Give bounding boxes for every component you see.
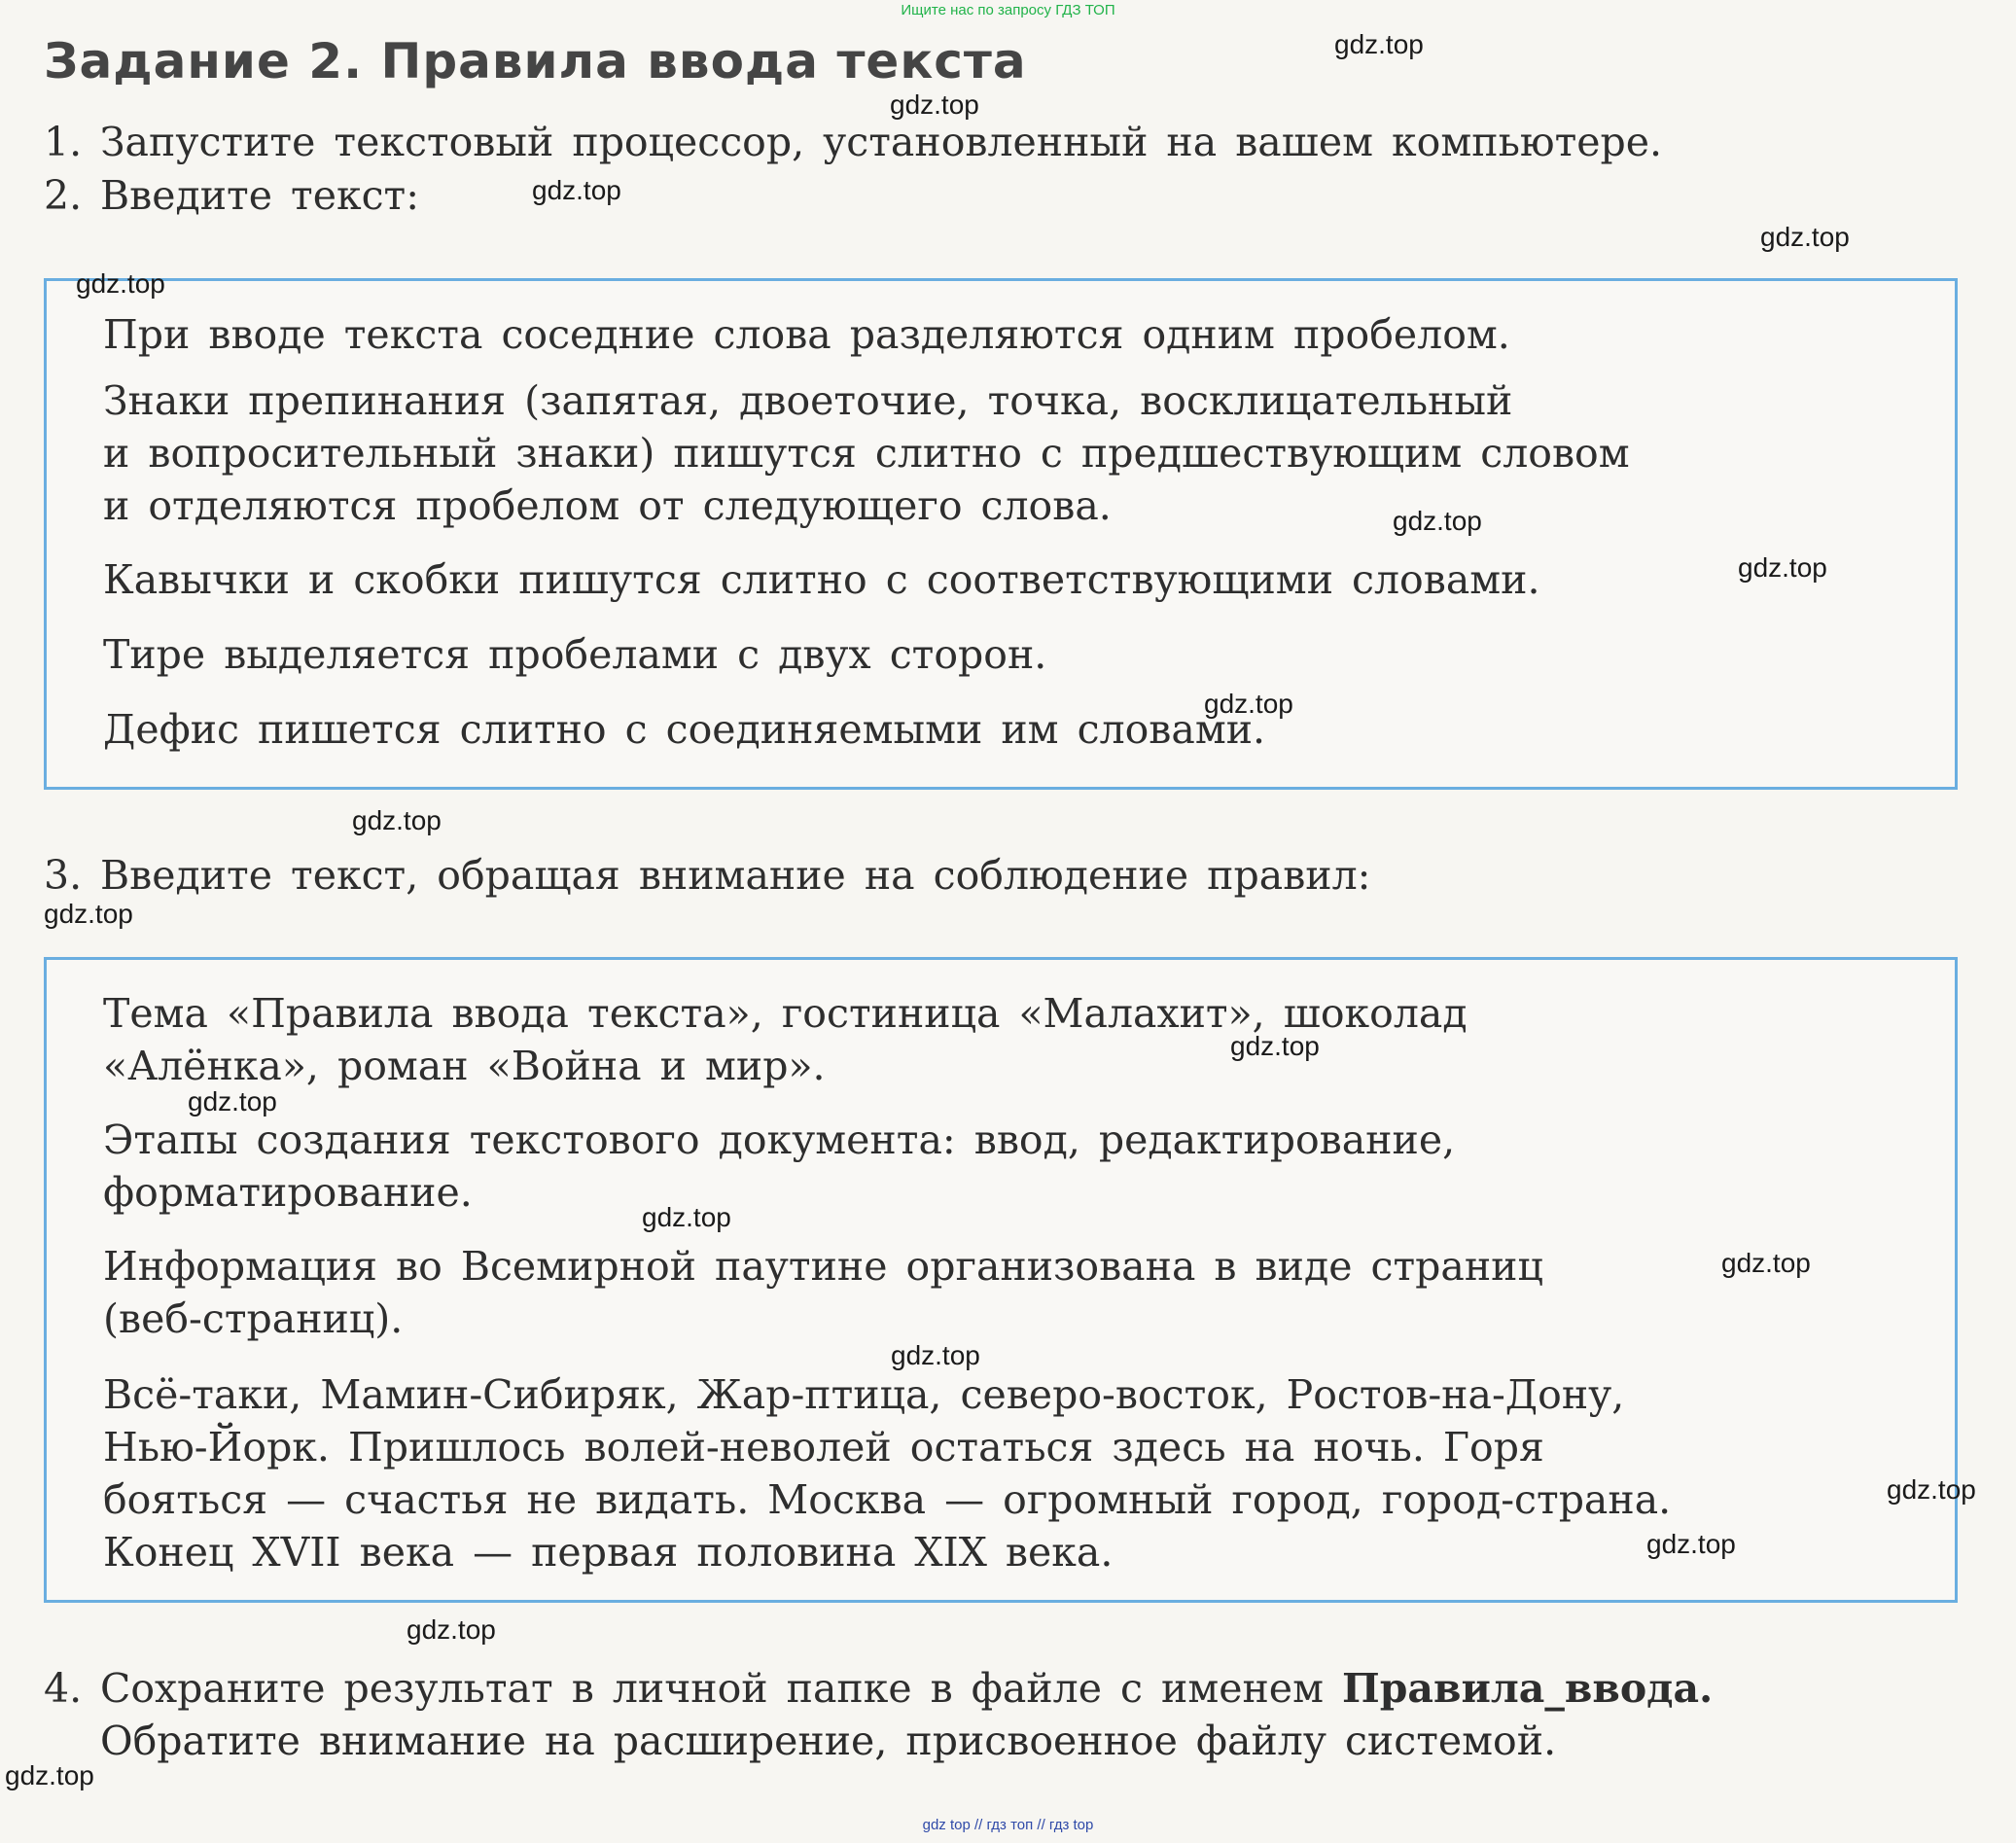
step-1: [44, 119, 1662, 165]
top-note: Ищите нас по запросу ГДЗ ТОП: [901, 2, 1115, 18]
footer-note: gdz top // гдз топ // гдз top: [922, 1817, 1094, 1833]
watermark: gdz.top: [1230, 1031, 1320, 1061]
watermark: gdz.top: [188, 1086, 277, 1116]
step-4-line-2: Обратите внимание на расширение, присвоенное файлу системой.: [100, 1718, 1557, 1764]
file-name: Правила_ввода.: [1342, 1665, 1714, 1712]
step-number: 3.: [44, 852, 83, 899]
practice-line: Всё-таки, Мамин-Сибиряк, Жар-птица, северо-восток, Ростов-на-Дону,: [103, 1371, 1625, 1418]
practice-box: [44, 957, 1958, 1603]
watermark: gdz.top: [44, 899, 133, 929]
practice-line: «Алёнка», роман «Война и мир».: [103, 1043, 826, 1089]
practice-line: Тема «Правила ввода текста», гостиница «Малахит», шоколад: [103, 990, 1468, 1037]
watermark: gdz.top: [890, 89, 979, 120]
rule-line: При вводе текста соседние слова разделяются одним пробелом.: [103, 311, 1510, 358]
watermark: gdz.top: [1721, 1248, 1811, 1278]
step-number: 2.: [44, 172, 83, 219]
watermark: gdz.top: [76, 268, 165, 299]
rule-line: Тире выделяется пробелами с двух сторон.: [103, 631, 1047, 678]
rule-line: Кавычки и скобки пишутся слитно с соответствующими словами.: [103, 556, 1540, 603]
step-4: [44, 1665, 1713, 1712]
practice-line: Нью-Йорк. Пришлось волей-неволей остаться здесь на ночь. Горя: [103, 1424, 1544, 1471]
watermark: gdz.top: [1204, 689, 1293, 719]
practice-line: форматирование.: [103, 1169, 473, 1216]
rule-line: и отделяются пробелом от следующего слова.: [103, 482, 1112, 529]
watermark: gdz.top: [352, 805, 442, 835]
practice-line: Конец XVII века — первая половина XIX века.: [103, 1529, 1114, 1576]
step-text: Сохраните результат в личной папке в файле с именем: [100, 1665, 1324, 1712]
watermark: gdz.top: [1393, 506, 1482, 536]
step-text: Введите текст:: [100, 172, 420, 219]
watermark: gdz.top: [5, 1760, 94, 1790]
watermark: gdz.top: [642, 1202, 731, 1232]
step-number: 4.: [44, 1665, 83, 1712]
page-title: Задание 2. Правила ввода текста: [44, 33, 1027, 89]
watermark: gdz.top: [532, 175, 621, 205]
rule-line: Дефис пишется слитно с соединяемыми им словами.: [103, 706, 1266, 753]
step-text: Запустите текстовый процессор, установленный на вашем компьютере.: [100, 119, 1663, 165]
watermark: gdz.top: [1646, 1529, 1736, 1559]
rules-box: [44, 278, 1958, 790]
step-3: [44, 852, 1370, 899]
practice-line: Этапы создания текстового документа: ввод, редактирование,: [103, 1116, 1456, 1163]
step-number: 1.: [44, 119, 83, 165]
step-text: Введите текст, обращая внимание на соблюдение правил:: [100, 852, 1371, 899]
practice-line: (веб-страниц).: [103, 1295, 404, 1342]
rule-line: и вопросительный знаки) пишутся слитно с предшествующим словом: [103, 430, 1630, 477]
watermark: gdz.top: [407, 1614, 496, 1645]
practice-line: Информация во Всемирной паутине организована в виде страниц: [103, 1243, 1543, 1290]
watermark: gdz.top: [1760, 222, 1850, 252]
watermark: gdz.top: [1887, 1474, 1976, 1505]
watermark: gdz.top: [891, 1340, 980, 1370]
step-2: [44, 172, 419, 219]
rule-line: Знаки препинания (запятая, двоеточие, точка, восклицательный: [103, 377, 1513, 424]
watermark: gdz.top: [1738, 552, 1827, 583]
practice-line: бояться — счастья не видать. Москва — огромный город, город-страна.: [103, 1476, 1672, 1523]
watermark: gdz.top: [1334, 29, 1424, 59]
